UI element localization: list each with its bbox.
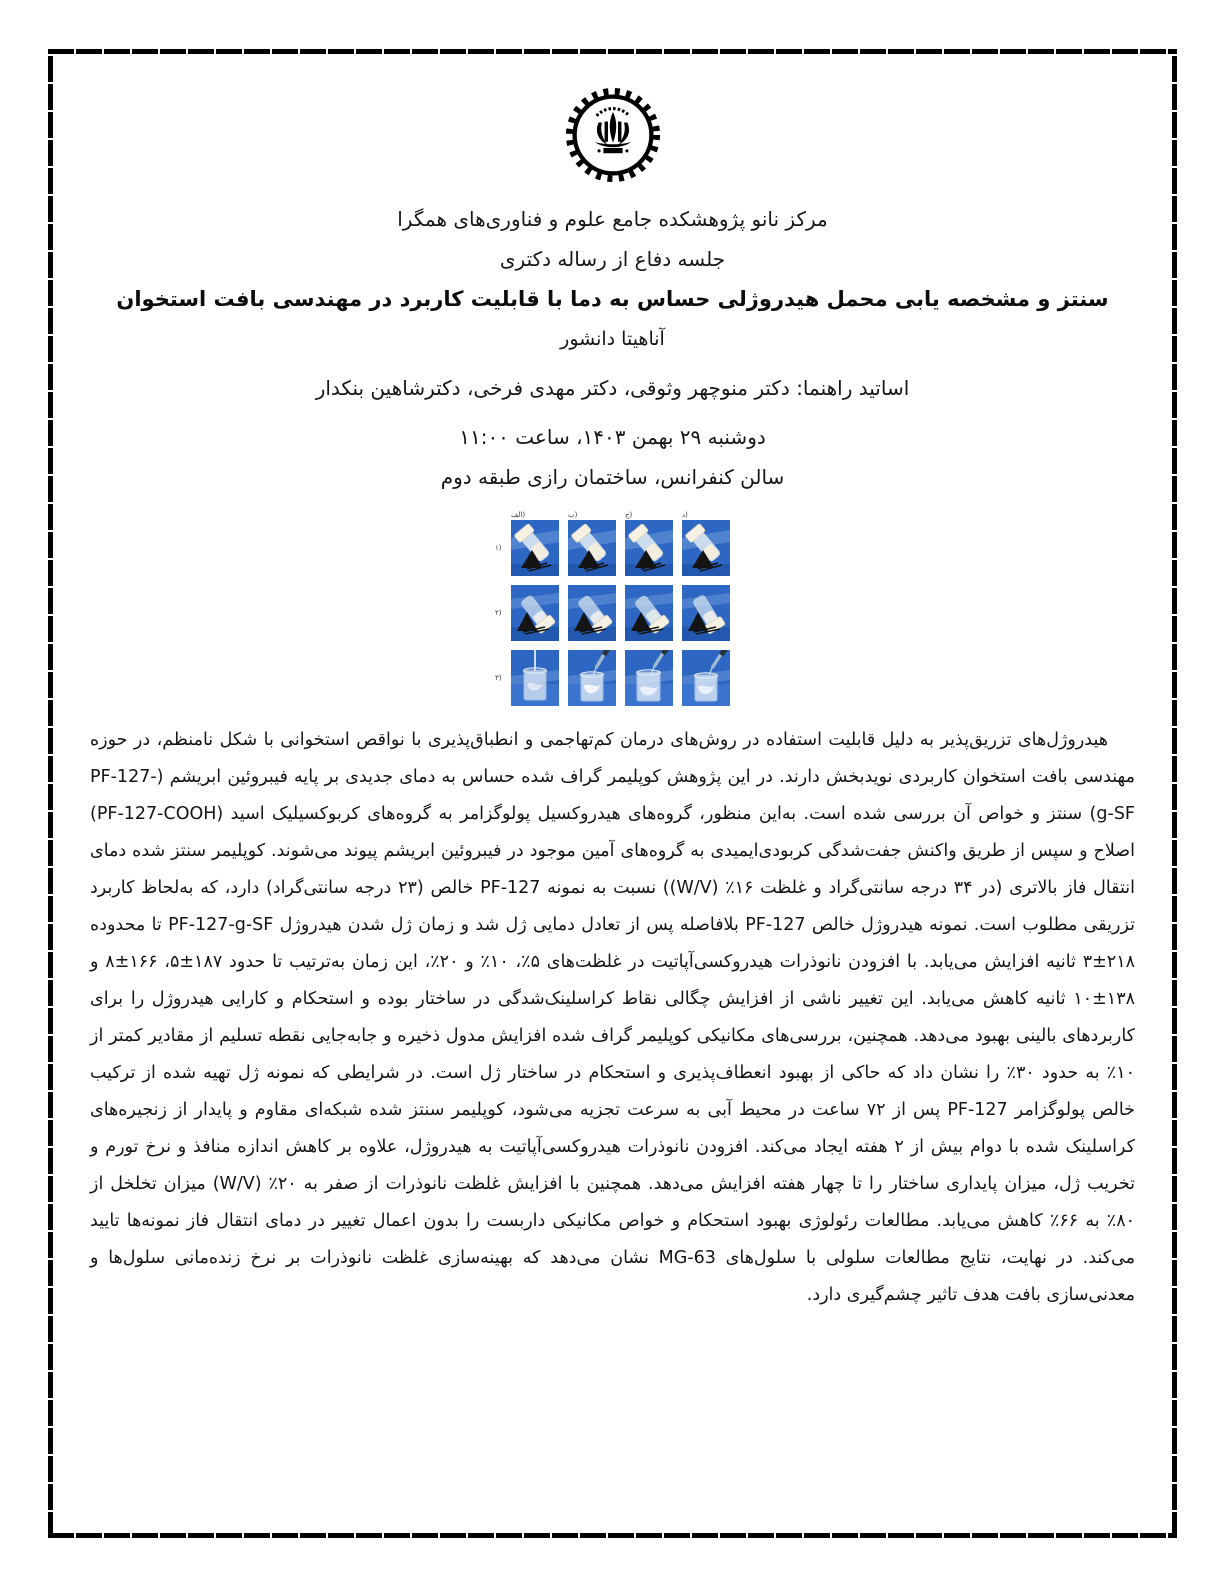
figure-column-label: ج) [625,511,633,519]
sample-photo-beaker-pour [511,650,559,706]
sample-photo-gel-vial [511,520,559,576]
abstract-paragraph: هیدروژل‌های تزریق‌پذیر به دلیل قابلیت استفاده در روش‌های درمان کم‌تهاجمی و انطباق‌پذیری با نواقص استخوانی با شکل نامنظم، در حوزه مهندسی بافت استخوان کاربردی نویدبخش دارند. در این پژوهش کوپلیمر گراف شده حساس به دمای جدیدی بر پایه فیبروئین ابریشم (PF-127-g-SF) سنتز و خواص آن بررسی شده است. به‌این منظور، گروه‌های هیدروکسیل پولوگزامر به گروه‌های کربوکسیلیک اسید (PF-127-COOH) اصلاح و سپس از طریق واکنش جفت‌شدگی کربودی‌ایمیدی به گروه‌های آمین موجود در فیبروئین ابریشم پیوند می‌شوند. کوپلیمر سنتز شده دمای انتقال فاز بالاتری (در ۳۴ درجه سانتی‌گراد و غلظت ۱۶٪ (W/V)) نسبت به نمونه PF-127 خالص (۲۳ درجه سانتی‌گراد) دارد، که به‌لحاظ کاربرد تزریقی مطلوب است. نمونه هیدروژل خالص PF-127 بلافاصله پس از تعادل دمایی ژل شد و زمان ژل شدن هیدروژل PF-127-g-SF تا محدوده ۲۱۸±۳ ثانیه افزایش می‌یابد. با افزودن نانوذرات هیدروکسی‌آپاتیت در غلظت‌های ۵٪، ۱۰٪ و ۲۰٪، این زمان به‌ترتیب تا حدود ۱۸۷±۵، ۱۶۶±۸ و ۱۳۸±۱۰ ثانیه کاهش می‌یابد. این تغییر ناشی از افزایش چگالی نقاط کراسلینک‌شدگی در ساختار بوده و استحکام و کارایی هیدروژل را برای کاربردهای بالینی بهبود می‌دهد. همچنین، بررسی‌های مکانیکی کوپلیمر گراف شده افزایش مدول ذخیره و جابه‌جایی نقطه تسلیم از مقادیر کمتر از ۱۰٪ به حدود ۳۰٪ را نشان داد که حاکی از بهبود انعطاف‌پذیری و استحکام در ساختار ژل است. در شرایطی که نمونه ژل تهیه شده از ترکیب خالص پولوگزامر PF-127 پس از ۷۲ ساعت در محیط آبی به سرعت تجزیه می‌شود، کوپلیمر سنتز شده شبکه‌ای مقاوم و پایدار از زنجیره‌های کراسلینک شده با دوام بیش از ۲ هفته ایجاد می‌کند. افزودن نانوذرات هیدروکسی‌آپاتیت به هیدروژل، علاوه بر کاهش اندازه منافذ و نرخ تورم و تخریب ژل، میزان پایداری ساختار را تا چهار هفته افزایش می‌دهد. همچنین با افزایش غلظت نانوذرات از صفر به ۲۰٪ (W/V) میزان تخلخل از ۸۰٪ به ۶۶٪ کاهش می‌یابد. مطالعات رئولوژی بهبود استحکام و خواص مکانیکی داربست را بدون اعمال تغییر در دمای انتقال فاز نمونه‌ها تایید می‌کند. در نهایت، نتایج مطالعات سلولی با سلول‌های MG-63 نشان می‌دهد که بهینه‌سازی غلظت نانوذرات بر نرخ زنده‌مانی سلول‌ها و معدنی‌سازی بافت هدف تاثیر چشم‌گیری دارد. [90,730,1136,1305]
candidate-name: آناهیتا دانشور [560,328,665,350]
event-line: جلسه دفاع از رساله دکتری [499,247,726,271]
samples-figure [495,511,730,706]
sample-photo-beaker-syringe [682,650,730,706]
figure-row-labels [495,520,511,706]
page-frame-right [1172,49,1177,1538]
figure-column-labels [511,511,730,519]
date-time-line: دوشنبه ۲۹ بهمن ۱۴۰۳، ساعت ۱۱:۰۰ [459,425,766,449]
org-line: مرکز نانو پژوهشکده جامع علوم و فناوری‌های همگرا [397,207,828,231]
university-emblem-icon [53,87,1172,187]
page-frame-bottom [48,1533,1177,1538]
announcement-page [53,54,1172,1533]
sample-photo-inverted-vial [511,585,559,641]
figure-row-label: ۲) [495,609,502,617]
figure-row-label: ۱) [495,544,502,552]
thesis-title: سنتز و مشخصه یابی محمل هیدروژلی حساس به دما با قابلیت کاربرد در مهندسی بافت استخوان [116,287,1109,311]
location-line: سالن کنفرانس، ساختمان رازی طبقه دوم [440,465,785,489]
sample-photo-gel-vial [682,520,730,576]
sample-photo-gel-vial [625,520,673,576]
sample-photo-inverted-vial [568,585,616,641]
sample-photo-inverted-vial [625,585,673,641]
sample-photo-beaker-syringe [625,650,673,706]
sample-photo-inverted-vial [682,585,730,641]
sample-photo-gel-vial [568,520,616,576]
advisors-line: اساتید راهنما: دکتر منوچهر وثوقی، دکتر مهدی فرخی، دکترشاهین بنکدار [315,376,910,400]
figure-column-label: ب) [568,511,578,519]
figure-column-label: الف) [511,511,526,519]
figure-column-label: د) [682,511,688,519]
figure-row-label: ۳) [495,674,502,682]
sample-photo-beaker-syringe [568,650,616,706]
sample-photo-grid [511,520,730,706]
